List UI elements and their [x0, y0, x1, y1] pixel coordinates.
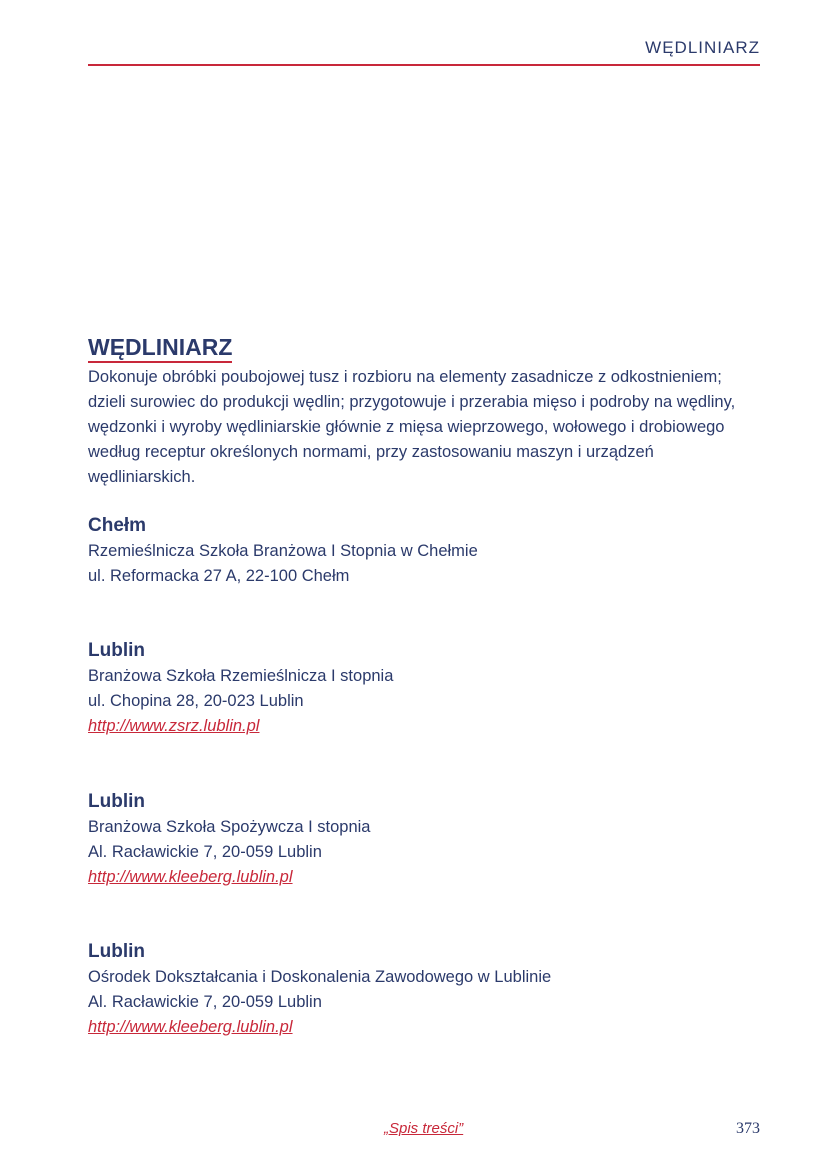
page-number: 373 — [736, 1120, 760, 1137]
school-website-link[interactable]: http://www.kleeberg.lublin.pl — [88, 868, 293, 886]
school-entry — [88, 638, 762, 739]
school-entry — [88, 939, 762, 1040]
school-city: Chełm — [88, 515, 147, 536]
school-website-link[interactable]: http://www.kleeberg.lublin.pl — [88, 1018, 293, 1036]
section-description: Dokonuje obróbki poubojowej tusz i rozbioru na elementy zasadnicze z odkostnieniem; dzieli surowiec do produkcji wędlin; przygotowuje i przerabia mięso i podroby na wędliny, wędzonki i wyroby wędliniarskie głównie z mięsa wieprzowego, wołowego i drobiowego według receptur określonych normami, przy zastosowaniu maszyn i urządzeń wędliniarskich. — [88, 368, 736, 486]
school-city: Lublin — [88, 791, 145, 812]
school-address: Al. Racławickie 7, 20-059 Lublin — [88, 993, 322, 1011]
school-website-link[interactable]: http://www.zsrz.lublin.pl — [88, 717, 260, 735]
school-city: Lublin — [88, 941, 145, 962]
school-name: Branżowa Szkoła Spożywcza I stopnia — [88, 818, 371, 836]
school-address: Al. Racławickie 7, 20-059 Lublin — [88, 843, 322, 861]
school-name: Branżowa Szkoła Rzemieślnicza I stopnia — [88, 667, 394, 685]
running-header: WĘDLINIARZ — [645, 38, 760, 57]
school-address: ul. Chopina 28, 20-023 Lublin — [88, 692, 304, 710]
header-divider — [88, 64, 760, 66]
school-city: Lublin — [88, 640, 145, 661]
table-of-contents-link[interactable]: „Spis treści” — [384, 1120, 464, 1137]
school-entry — [88, 513, 762, 589]
profession-section — [88, 333, 762, 490]
section-title: WĘDLINIARZ — [88, 333, 232, 363]
school-name: Rzemieślnicza Szkoła Branżowa I Stopnia w Chełmie — [88, 542, 478, 560]
school-name: Ośrodek Dokształcania i Doskonalenia Zawodowego w Lublinie — [88, 968, 552, 986]
school-entry — [88, 789, 762, 890]
school-address: ul. Reformacka 27 A, 22-100 Chełm — [88, 567, 350, 585]
